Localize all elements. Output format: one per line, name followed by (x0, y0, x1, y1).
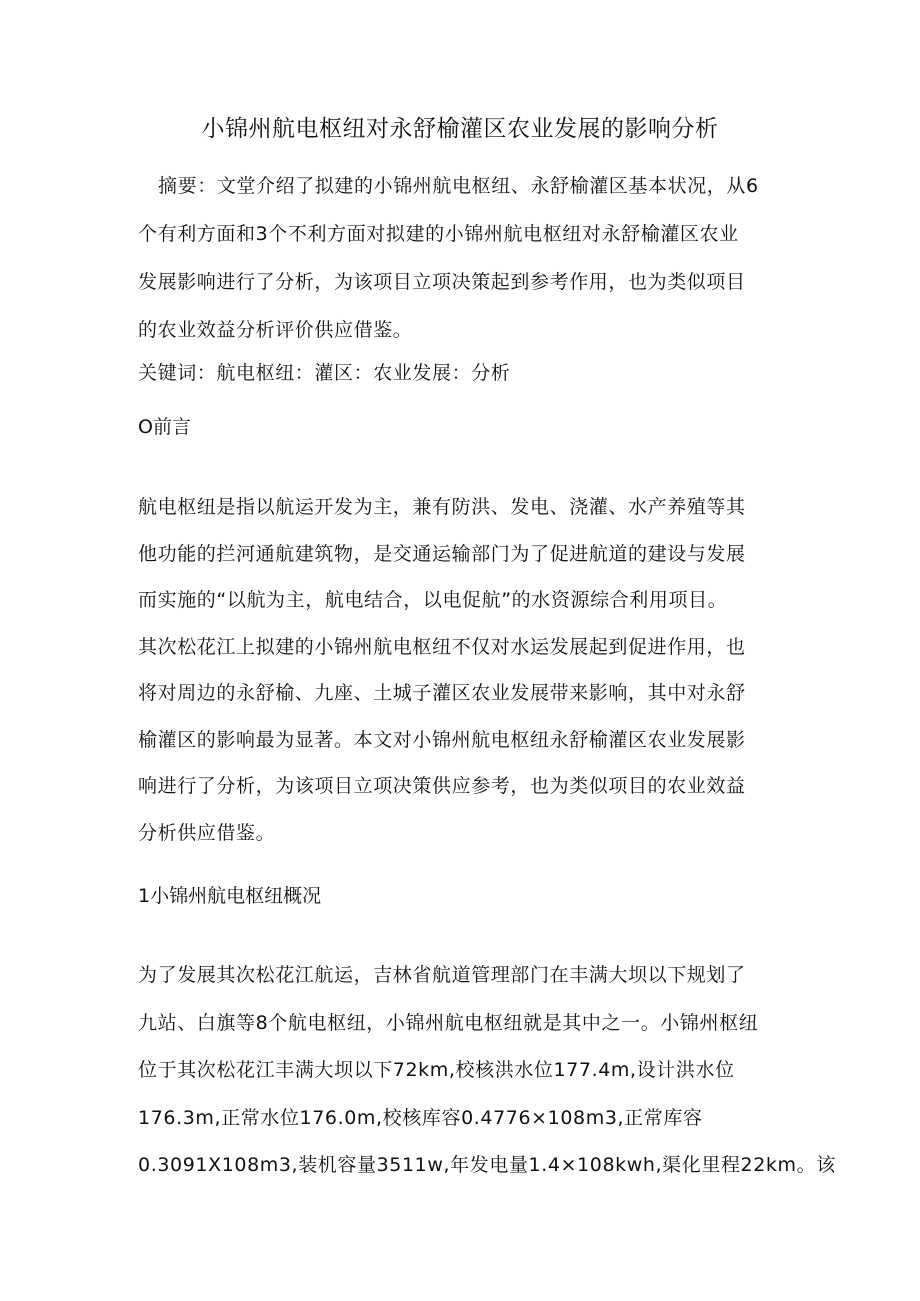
paragraph-line: 为了发展其次松花江航运，吉林省航道管理部门在丰满大坝以下规划了 (138, 964, 746, 986)
paragraph-line: 九站、白旗等8个航电枢纽，小锦州航电枢纽就是其中之一。小锦州枢纽 (138, 1011, 759, 1034)
document-title: 小锦州航电枢纽对永舒榆灌区农业发展的影响分析 (201, 116, 719, 142)
paragraph-line: 0.3091X108m3,装机容量3511w,年发电量1.4×108kwh,渠化里程22km。该 (138, 1154, 836, 1176)
paragraph-line: 分析供应借鉴。 (138, 821, 276, 844)
paragraph-line: 将对周边的永舒榆、九座、土城子灌区农业发展带来影响，其中对永舒 (138, 682, 746, 704)
paragraph-line: 其次松花江上拟建的小锦州航电枢纽不仅对水运发展起到促进作用，也 (138, 635, 746, 658)
paragraph-line: 航电枢纽是指以航运开发为主，兼有防洪、发电、浇灌、水产养殖等其 (138, 496, 746, 518)
abstract-line: 的农业效益分析评价供应借鉴。 (138, 319, 413, 341)
abstract-line: 发展影响进行了分析，为该项目立项决策起到参考作用，也为类似项目 (138, 271, 746, 293)
keywords: 关键词：航电枢纽：灌区：农业发展：分析 (138, 362, 511, 384)
paragraph-line: 榆灌区的影响最为显著。本文对小锦州航电枢纽永舒榆灌区农业发展影 (138, 728, 746, 751)
overview-paragraph (138, 952, 836, 1190)
paragraph-line: 响进行了分析，为该项目立项决策供应参考，也为类似项目的农业效益 (138, 775, 746, 797)
section-heading-overview: 1小锦州航电枢纽概况 (138, 885, 322, 907)
paragraph-line: 他功能的拦河通航建筑物，是交通运输部门为了促进航道的建设与发展 (138, 542, 746, 565)
preface-paragraph (138, 484, 778, 856)
section-heading-preface: O前言 (138, 416, 191, 438)
paragraph-line: 176.3m,正常水位176.0m,校核库容0.4776×108m3,正常库容 (138, 1106, 703, 1129)
paragraph-line: 位于其次松花江丰满大坝以下72km,校核洪水位177.4m,设计洪水位 (138, 1059, 735, 1081)
paragraph-line: 而实施的“以航为主，航电结合，以电促航”的水资源综合利用项目。 (138, 589, 728, 611)
abstract-line: 个有利方面和3个不利方面对拟建的小锦州航电枢纽对永舒榆灌区农业 (138, 223, 739, 245)
abstract (138, 162, 778, 354)
abstract-line: 摘要：文堂介绍了拟建的小锦州航电枢纽、永舒榆灌区基本状况，从6 (158, 175, 759, 197)
